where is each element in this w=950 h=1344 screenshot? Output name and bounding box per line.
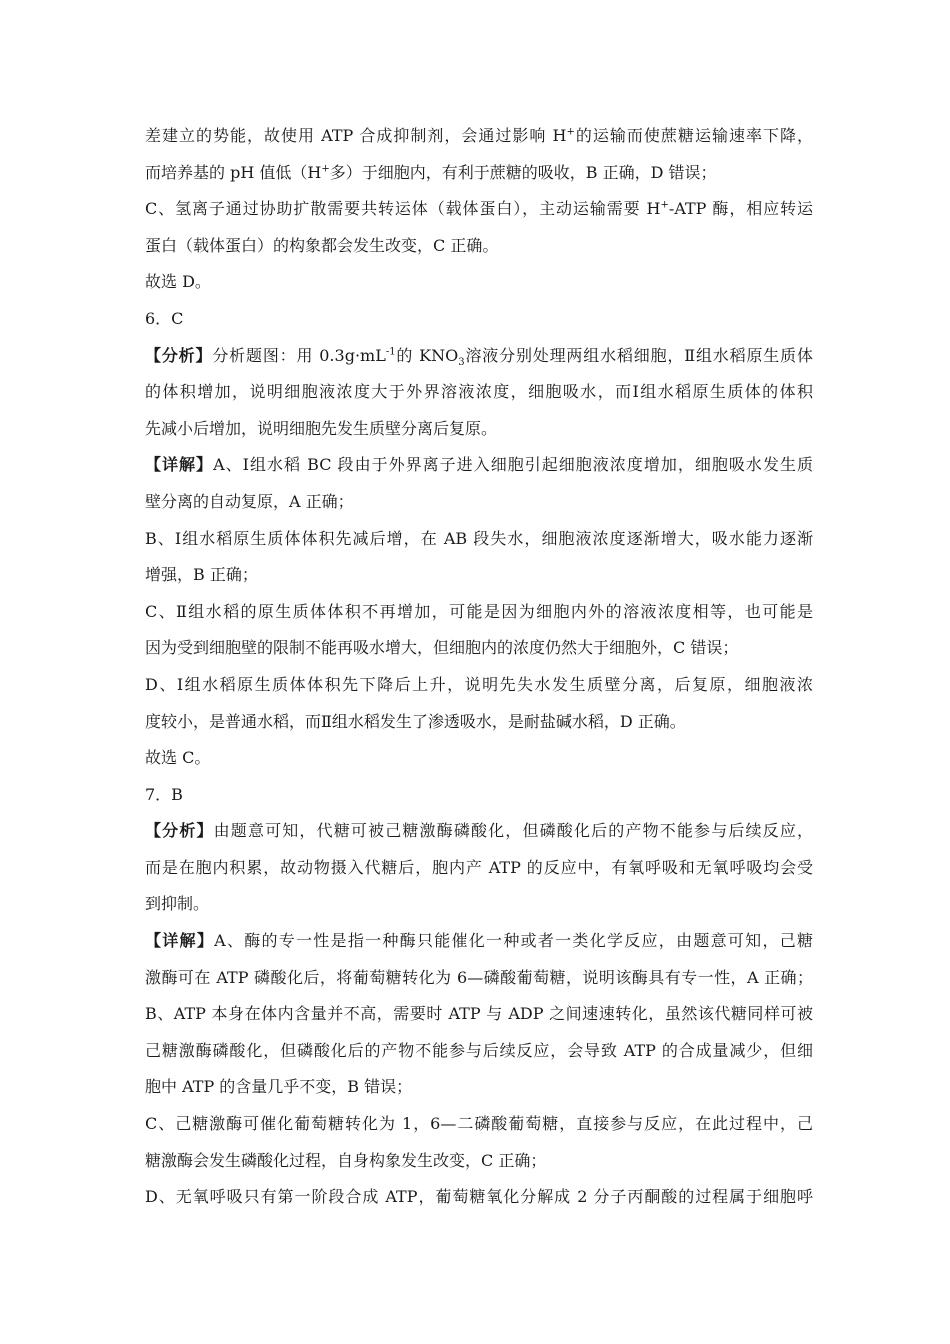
text-run: 先减小后增加，说明细胞先发生质壁分离后复原。 — [145, 418, 498, 438]
text-run: 6．C — [145, 308, 184, 328]
text-line — [145, 521, 813, 558]
text-run: 分析题图：用 0.3g·mL — [212, 345, 386, 365]
text-run: A、酶的专一性是指一种酶只能催化一种或者一类化学反应，由题意可知，己糖 — [214, 931, 813, 951]
section-marker: 【分析】 — [145, 345, 213, 365]
text-line — [145, 630, 813, 667]
text-line — [145, 118, 813, 155]
superscript: + — [566, 126, 575, 138]
text-run: 蛋白（载体蛋白）的构象都会发生改变，C 正确。 — [145, 235, 499, 255]
section-marker: 【分析】 — [145, 821, 214, 841]
text-line — [145, 1069, 813, 1106]
text-run: C、氢离子通过协助扩散需要共转运体（载体蛋白），主动运输需要 H — [145, 199, 661, 219]
text-run: A、Ⅰ组水稻 BC 段由于外界离子进入细胞引起细胞液浓度增加，细胞吸水发生质 — [213, 455, 813, 475]
text-run: 而培养基的 pH 值低（H — [145, 162, 322, 182]
text-run: 壁分离的自动复原，A 正确； — [145, 491, 354, 511]
text-line — [145, 1033, 813, 1070]
text-run: 的运输而使蔗糖运输速率下降， — [574, 126, 813, 145]
text-line — [145, 557, 813, 594]
text-run: C、Ⅱ组水稻的原生质体体积不再增加，可能是因为细胞内外的溶液浓度相等，也可能是 — [145, 601, 813, 621]
text-run: 度较小，是普通水稻，而Ⅱ组水稻发生了渗透吸水，是耐盐碱水稻，D 正确。 — [145, 711, 686, 731]
text-run: -ATP 酶，相应转运 — [668, 199, 813, 219]
text-line — [145, 777, 813, 814]
text-run: 因为受到细胞壁的限制不能再吸水增大，但细胞内的浓度仍然大于细胞外，C 错误； — [145, 638, 739, 658]
subscript: 3 — [458, 356, 465, 368]
text-run: D、无氧呼吸只有第一阶段合成 ATP，葡萄糖氧化分解成 2 分子丙酮酸的过程属于细胞呼 — [145, 1187, 813, 1207]
text-run: 胞中 ATP 的含量几乎不变，B 错误； — [145, 1077, 413, 1097]
text-run: 的体积增加，说明细胞液浓度大于外界溶液浓度，细胞吸水，而Ⅰ组水稻原生质体的体积 — [145, 382, 813, 402]
text-line — [145, 923, 813, 960]
text-run: 故选 D。 — [145, 272, 211, 292]
text-run: 己糖激酶磷酸化，但磷酸化后的产物不能参与后续反应，会导致 ATP 的合成量减少，但细 — [145, 1040, 813, 1060]
section-marker: 【详解】 — [145, 455, 214, 475]
text-line — [145, 264, 813, 301]
text-run: 而是在胞内积累，故动物摄入代糖后，胞内产 ATP 的反应中，有氧呼吸和无氧呼吸均会受 — [145, 857, 813, 877]
text-run: 7．B — [145, 784, 183, 804]
text-run: 糖激酶会发生磷酸化过程，自身构象发生改变，C 正确； — [145, 1150, 547, 1170]
text-line — [145, 484, 813, 521]
superscript: + — [660, 199, 669, 211]
text-run: C、己糖激酶可催化葡萄糖转化为 1，6—二磷酸葡萄糖，直接参与反应，在此过程中，己 — [145, 1114, 813, 1134]
text-line — [145, 813, 813, 850]
text-run: 多）于细胞内，有利于蔗糖的吸收，B 正确，D 错误； — [329, 162, 717, 182]
text-line — [145, 704, 813, 741]
text-line — [145, 338, 813, 375]
text-line — [145, 1143, 813, 1180]
text-line — [145, 301, 813, 338]
text-line — [145, 740, 813, 777]
text-line — [145, 886, 813, 923]
text-run: B、Ⅰ组水稻原生质体体积先减后增，在 AB 段失水，细胞液浓度逐渐增大，吸水能力逐渐 — [145, 528, 813, 548]
answer-explanation-text — [145, 118, 813, 1216]
text-line — [145, 1106, 813, 1143]
text-line — [145, 1179, 813, 1216]
text-run: 增强，B 正确； — [145, 565, 258, 585]
text-line — [145, 411, 813, 448]
text-line — [145, 960, 813, 997]
text-line — [145, 996, 813, 1033]
text-run: 到抑制。 — [145, 894, 210, 914]
text-line — [145, 447, 813, 484]
text-run: B、ATP 本身在体内含量并不高，需要时 ATP 与 ADP 之间速速转化，虽然该代糖同样可被 — [145, 1004, 813, 1024]
text-run: 由题意可知，代糖可被己糖激酶磷酸化，但磷酸化后的产物不能参与后续反应， — [213, 821, 813, 841]
section-marker: 【详解】 — [145, 931, 215, 951]
text-line — [145, 667, 813, 704]
text-line — [145, 191, 813, 228]
text-run: 差建立的势能，故使用 ATP 合成抑制剂，会通过影响 H — [145, 126, 567, 145]
text-line — [145, 155, 813, 192]
text-run: D、Ⅰ组水稻原生质体体积先下降后上升，说明先失水发生质壁分离，后复原，细胞液浓 — [145, 674, 813, 694]
text-line — [145, 228, 813, 265]
text-run: 激酶可在 ATP 磷酸化后，将葡萄糖转化为 6—磷酸葡萄糖，说明该酶具有专一性，A 正确； — [145, 967, 813, 987]
text-line — [145, 594, 813, 631]
text-run: 故选 C。 — [145, 748, 211, 768]
superscript: -1 — [385, 346, 396, 358]
superscript: + — [321, 163, 330, 175]
text-line — [145, 850, 813, 887]
text-line — [145, 374, 813, 411]
text-run: 溶液分别处理两组水稻细胞，Ⅱ组水稻原生质体 — [464, 345, 813, 365]
text-run: 的 KNO — [395, 345, 459, 365]
